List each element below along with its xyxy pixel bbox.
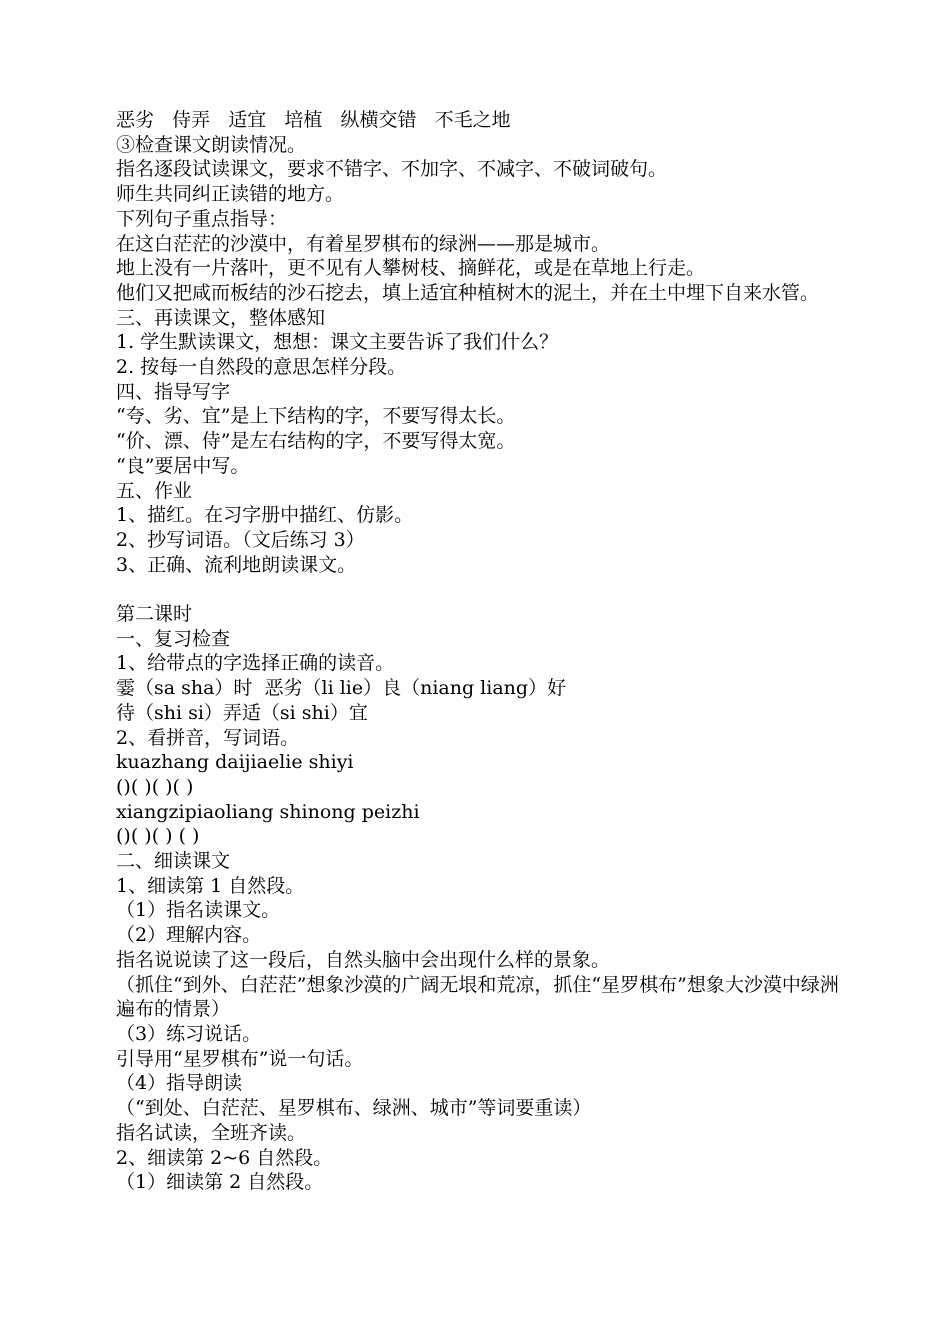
list-item: 1. 学生默读课文，想想：课文主要告诉了我们什么？ bbox=[116, 331, 559, 354]
vocabulary-list: 恶劣 侍弄 适宜 培植 纵横交错 不毛之地 bbox=[116, 109, 511, 131]
list-item: 1、细读第 1 自然段。 bbox=[116, 874, 305, 897]
text-line: 引导用“星罗棋布”说一句话。 bbox=[116, 1047, 364, 1070]
text-line: 在这白茫茫的沙漠中，有着星罗棋布的绿洲——那是城市。 bbox=[116, 232, 611, 255]
list-item: 2、细读第 2~6 自然段。 bbox=[116, 1146, 333, 1169]
text-line: “夸、劣、宜”是上下结构的字，不要写得太长。 bbox=[116, 405, 516, 428]
list-item: 1、给带点的字选择正确的读音。 bbox=[116, 652, 395, 675]
pinyin-exercise: 霎（sa sha）时 恶劣（li lie）良（niang liang）好 bbox=[116, 677, 567, 700]
sub-item: （3）练习说话。 bbox=[116, 1023, 262, 1045]
list-item: 2、抄写词语。（文后练习 3） bbox=[116, 528, 365, 551]
text-line: 指名逐段试读课文，要求不错字、不加字、不减字、不破词破句。 bbox=[116, 158, 668, 181]
text-line: 师生共同纠正读错的地方。 bbox=[116, 183, 345, 206]
text-line: “价、漂、侍”是左右结构的字，不要写得太宽。 bbox=[116, 430, 516, 453]
pinyin-words: kuazhang daijiaelie shiyi bbox=[116, 751, 354, 774]
text-line: 下列句子重点指导： bbox=[116, 207, 288, 230]
document-body bbox=[116, 108, 846, 1195]
list-item: 2. 按每一自然段的意思怎样分段。 bbox=[116, 356, 407, 379]
section-heading: 五、作业 bbox=[116, 479, 193, 502]
text-line: 他们又把咸而板结的沙石挖去，填上适宜种植树木的泥土，并在土中埋下自来水管。 bbox=[116, 281, 820, 304]
pinyin-exercise: 待（shi si）弄适（si shi）宜 bbox=[116, 701, 368, 724]
section-heading: 一、复习检查 bbox=[116, 627, 231, 650]
list-item: 1、描红。在习字册中描红、仿影。 bbox=[116, 504, 414, 527]
sub-item: （4）指导朗读 bbox=[116, 1072, 243, 1095]
answer-blanks: ()( )( ) ( ) bbox=[116, 825, 200, 848]
text-line: （“到处、白茫茫、星罗棋布、绿洲、城市”等词要重读） bbox=[116, 1097, 592, 1120]
answer-blanks: ()( )( )( ) bbox=[116, 775, 194, 798]
sub-item: （2）理解内容。 bbox=[116, 924, 262, 947]
text-line: 地上没有一片落叶，更不见有人攀树枝、摘鲜花，或是在草地上行走。 bbox=[116, 257, 706, 280]
text-line: 指名说说读了这一段后，自然头脑中会出现什么样的景象。 bbox=[116, 948, 611, 971]
step-check-reading: ③检查课文朗读情况。 bbox=[116, 133, 307, 156]
text-line: 指名试读，全班齐读。 bbox=[116, 1121, 307, 1144]
section-heading: 三、再读课文，整体感知 bbox=[116, 306, 326, 329]
sub-item: （1）细读第 2 自然段。 bbox=[116, 1171, 324, 1194]
section-heading: 二、细读课文 bbox=[116, 850, 231, 873]
blank-line bbox=[116, 577, 846, 602]
sub-item: （1）指名读课文。 bbox=[116, 899, 281, 922]
list-item: 2、看拼音，写词语。 bbox=[116, 726, 300, 749]
text-line: （抓住“到外、白茫茫”想象沙漠的广阔无垠和荒凉，抓住“星罗棋布”想象大沙漠中绿洲遍布的情景） bbox=[116, 973, 839, 1021]
lesson-heading: 第二课时 bbox=[116, 603, 193, 626]
text-line: “良”要居中写。 bbox=[116, 454, 250, 477]
section-heading: 四、指导写字 bbox=[116, 380, 231, 403]
pinyin-words: xiangzipiaoliang shinong peizhi bbox=[116, 800, 420, 823]
list-item: 3、正确、流利地朗读课文。 bbox=[116, 553, 357, 576]
